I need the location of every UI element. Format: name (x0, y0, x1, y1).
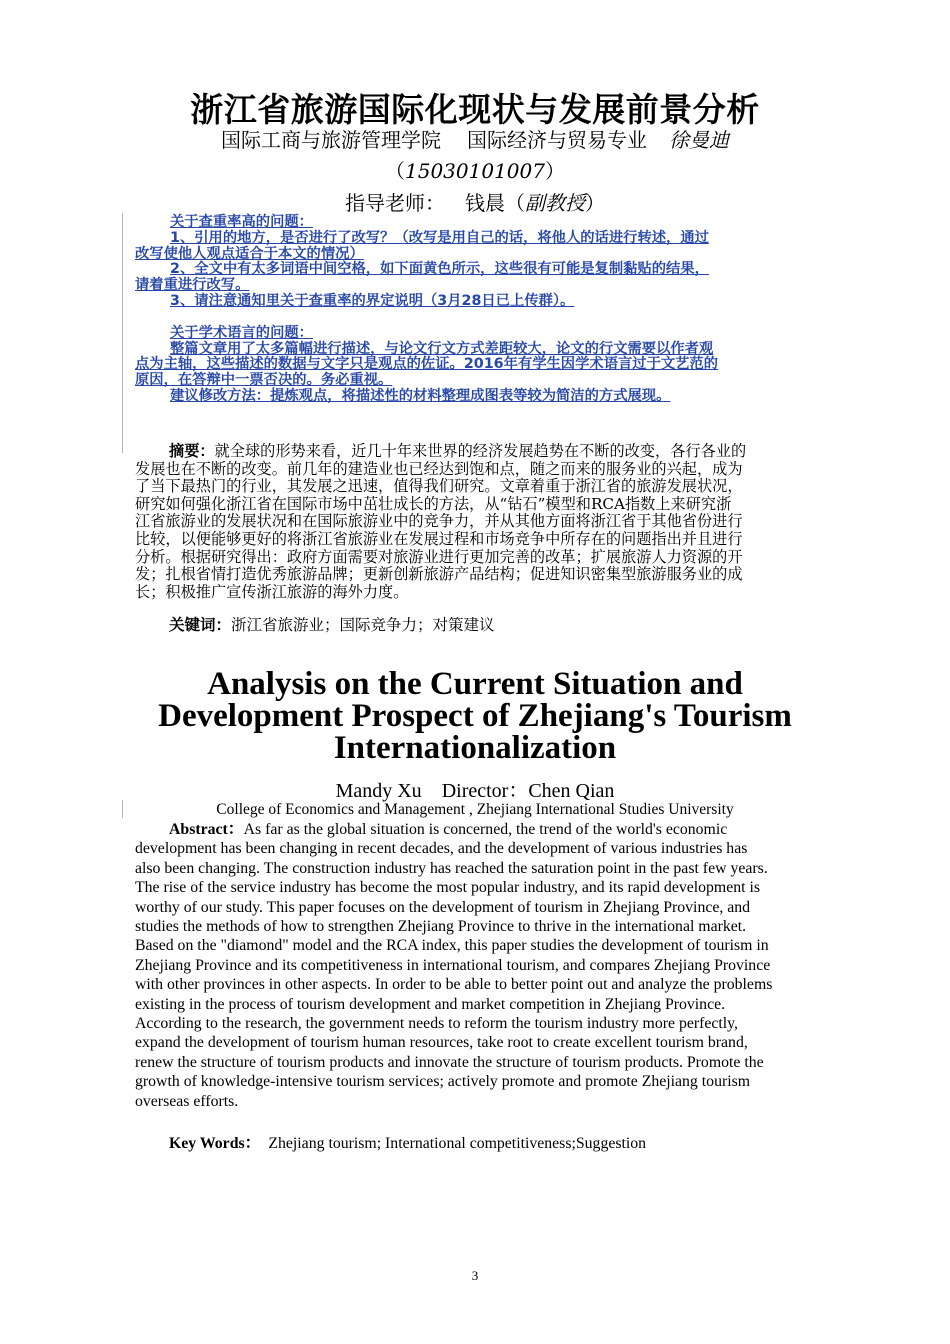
chinese-title: 浙江省旅游国际化现状与发展前景分析 (190, 90, 760, 129)
chinese-keywords: 关键词：浙江省旅游业；国际竞争力；对策建议 (169, 616, 495, 634)
comment-item-2: 2、全文中有太多词语中间空格，如下面黄色所示，这些很有可能是复制黏贴的结果， (170, 261, 709, 278)
english-keywords-label: Key Words： (169, 1135, 261, 1152)
english-director: Director：Chen Qian (441, 780, 615, 802)
revision-margin-bar (122, 213, 123, 453)
advisor-label: 指导老师： (345, 191, 445, 215)
chinese-affiliation (0, 124, 950, 153)
comment-heading-language: 关于学术语言的问题： (170, 324, 313, 341)
page-number: 3 (471, 1268, 479, 1283)
chinese-keywords-label: 关键词： (169, 616, 232, 634)
chinese-abstract: 摘要：就全球的形势来看，近几十年来世界的经济发展趋势在不断的改变，各行各业的 发展也在不断的改变。前几年的建造业也已经达到饱和点，随之而来的服务业的兴起，成为 了当下最热门的行业，其发展之迅速，值得我们研究。文章着重于浙江省的旅游发展状况， 研究如何强化浙江省在国际市场中茁壮成长的方法，从“钻石”模型和RCA指数上来研究浙 江省旅游业的发展状况和在国际旅游业中的竞争力，并从其他方面将浙江省于其他省份进行 比较，以便能够更好的将浙江省旅游业在发展过程和市场竞争中所存在的问题指出并且进行 分析。根据研究得出：政府方面需要对旅游业进行更加完善的改革；扩展旅游人力资源的开 发；扎根省情打造优秀旅游品牌；更新创新旅游产品结构；促进知识密集型旅游服务业的成 长；积极推广宣传浙江旅游的海外力度。 (135, 442, 747, 601)
comment-suggestion: 建议修改方法：提炼观点，将描述性的材料整理成图表等较为简洁的方式展现。 (170, 387, 671, 404)
comment-item-3: 3、请注意通知里关于查重率的界定说明（3月28日已上传群）。 (170, 292, 575, 309)
advisor-line: 指导老师： 钱晨（副教授） (345, 191, 605, 215)
english-title: Analysis on the Current Situation and Development Prospect of Zhejiang's Tourism Internationalization (158, 666, 792, 766)
major-name: 国际经济与贸易专业 (467, 128, 647, 152)
advisor-name: 钱晨（ (465, 191, 525, 215)
reviewer-comment: 关于查重率高的问题： 1、引用的地方，是否进行了改写？（改写是用自己的话，将他人的话进行转述，通过 改写使他人观点适合于本文的情况） 2、全文中有太多词语中间空格，如下面黄色所示，这些很有可能是复制黏贴的结果， 请着重进行改写。 3、请注意通知里关于查重率的界定说明（3月28日已上传群）。 关于学术语言的问题： 整篇文章用了太多篇幅进行描述，与论文行文方式差距较大，论文的行文需要以作者观 点为主轴，这些描述的数据与文字只是观点的佐证。2016年有学生因学术语言过于文艺范的 原因，在答辩中一票否决的。务必重视。 建议修改方法：提炼观点，将描述性的材料整理成图表等较为简洁的方式展现。 (135, 215, 845, 405)
english-author-line (0, 774, 950, 803)
english-author: Mandy Xu (335, 780, 422, 802)
english-keywords: Key Words： Zhejiang tourism; International competitiveness;Suggestion (169, 1135, 647, 1152)
english-college: College of Economics and Management , Zhejiang International Studies University (216, 801, 734, 818)
comment-item-1: 1、引用的地方，是否进行了改写？（改写是用自己的话，将他人的话进行转述，通过 (170, 229, 709, 246)
student-id-line: （15030101007） (385, 159, 565, 183)
advisor-rank: 副教授 (525, 191, 585, 215)
comment-heading-duplication: 关于查重率高的问题： (170, 214, 313, 230)
student-id: 15030101007 (405, 159, 545, 183)
comment-language-para: 整篇文章用了太多篇幅进行描述，与论文行文方式差距较大，论文的行文需要以作者观 (170, 340, 714, 357)
english-abstract-label: Abstract： (169, 821, 244, 838)
author-name: 徐曼迪 (669, 128, 729, 152)
chinese-abstract-label: 摘要： (169, 442, 215, 460)
english-abstract: Abstract：As far as the global situation is concerned, the trend of the world's economic development has been changing in recent decades, and the development of various industries has also been changing. The construction industry has reached the saturation point in the past few years. The rise of the service industry has become the most popular industry, and its rapid development is worthy of our study. This paper focuses on the development of tourism in Zhejiang Province, and studies the methods of how to strengthen Zhejiang Province to thrive in the international market. Based on the "diamond" model and the RCA index, this paper studies the development of tourism in Zhejiang Province and its competitiveness in international tourism, and compares Zhejiang Province with other provinces in other aspects. In order to be able to better point out and analyze the problems existing in the process of tourism development and market competition in Zhejiang Province. According to the research, the government needs to reform the tourism industry more perfectly, expand the development of tourism human resources, take root to create excellent tourism brand, renew the structure of tourism products and innovate the structure of tourism products. Promote the growth of knowledge-intensive tourism services; actively promote and promote Zhejiang tourism overseas efforts. (135, 821, 773, 1110)
college-name: 国际工商与旅游管理学院 (221, 128, 441, 152)
